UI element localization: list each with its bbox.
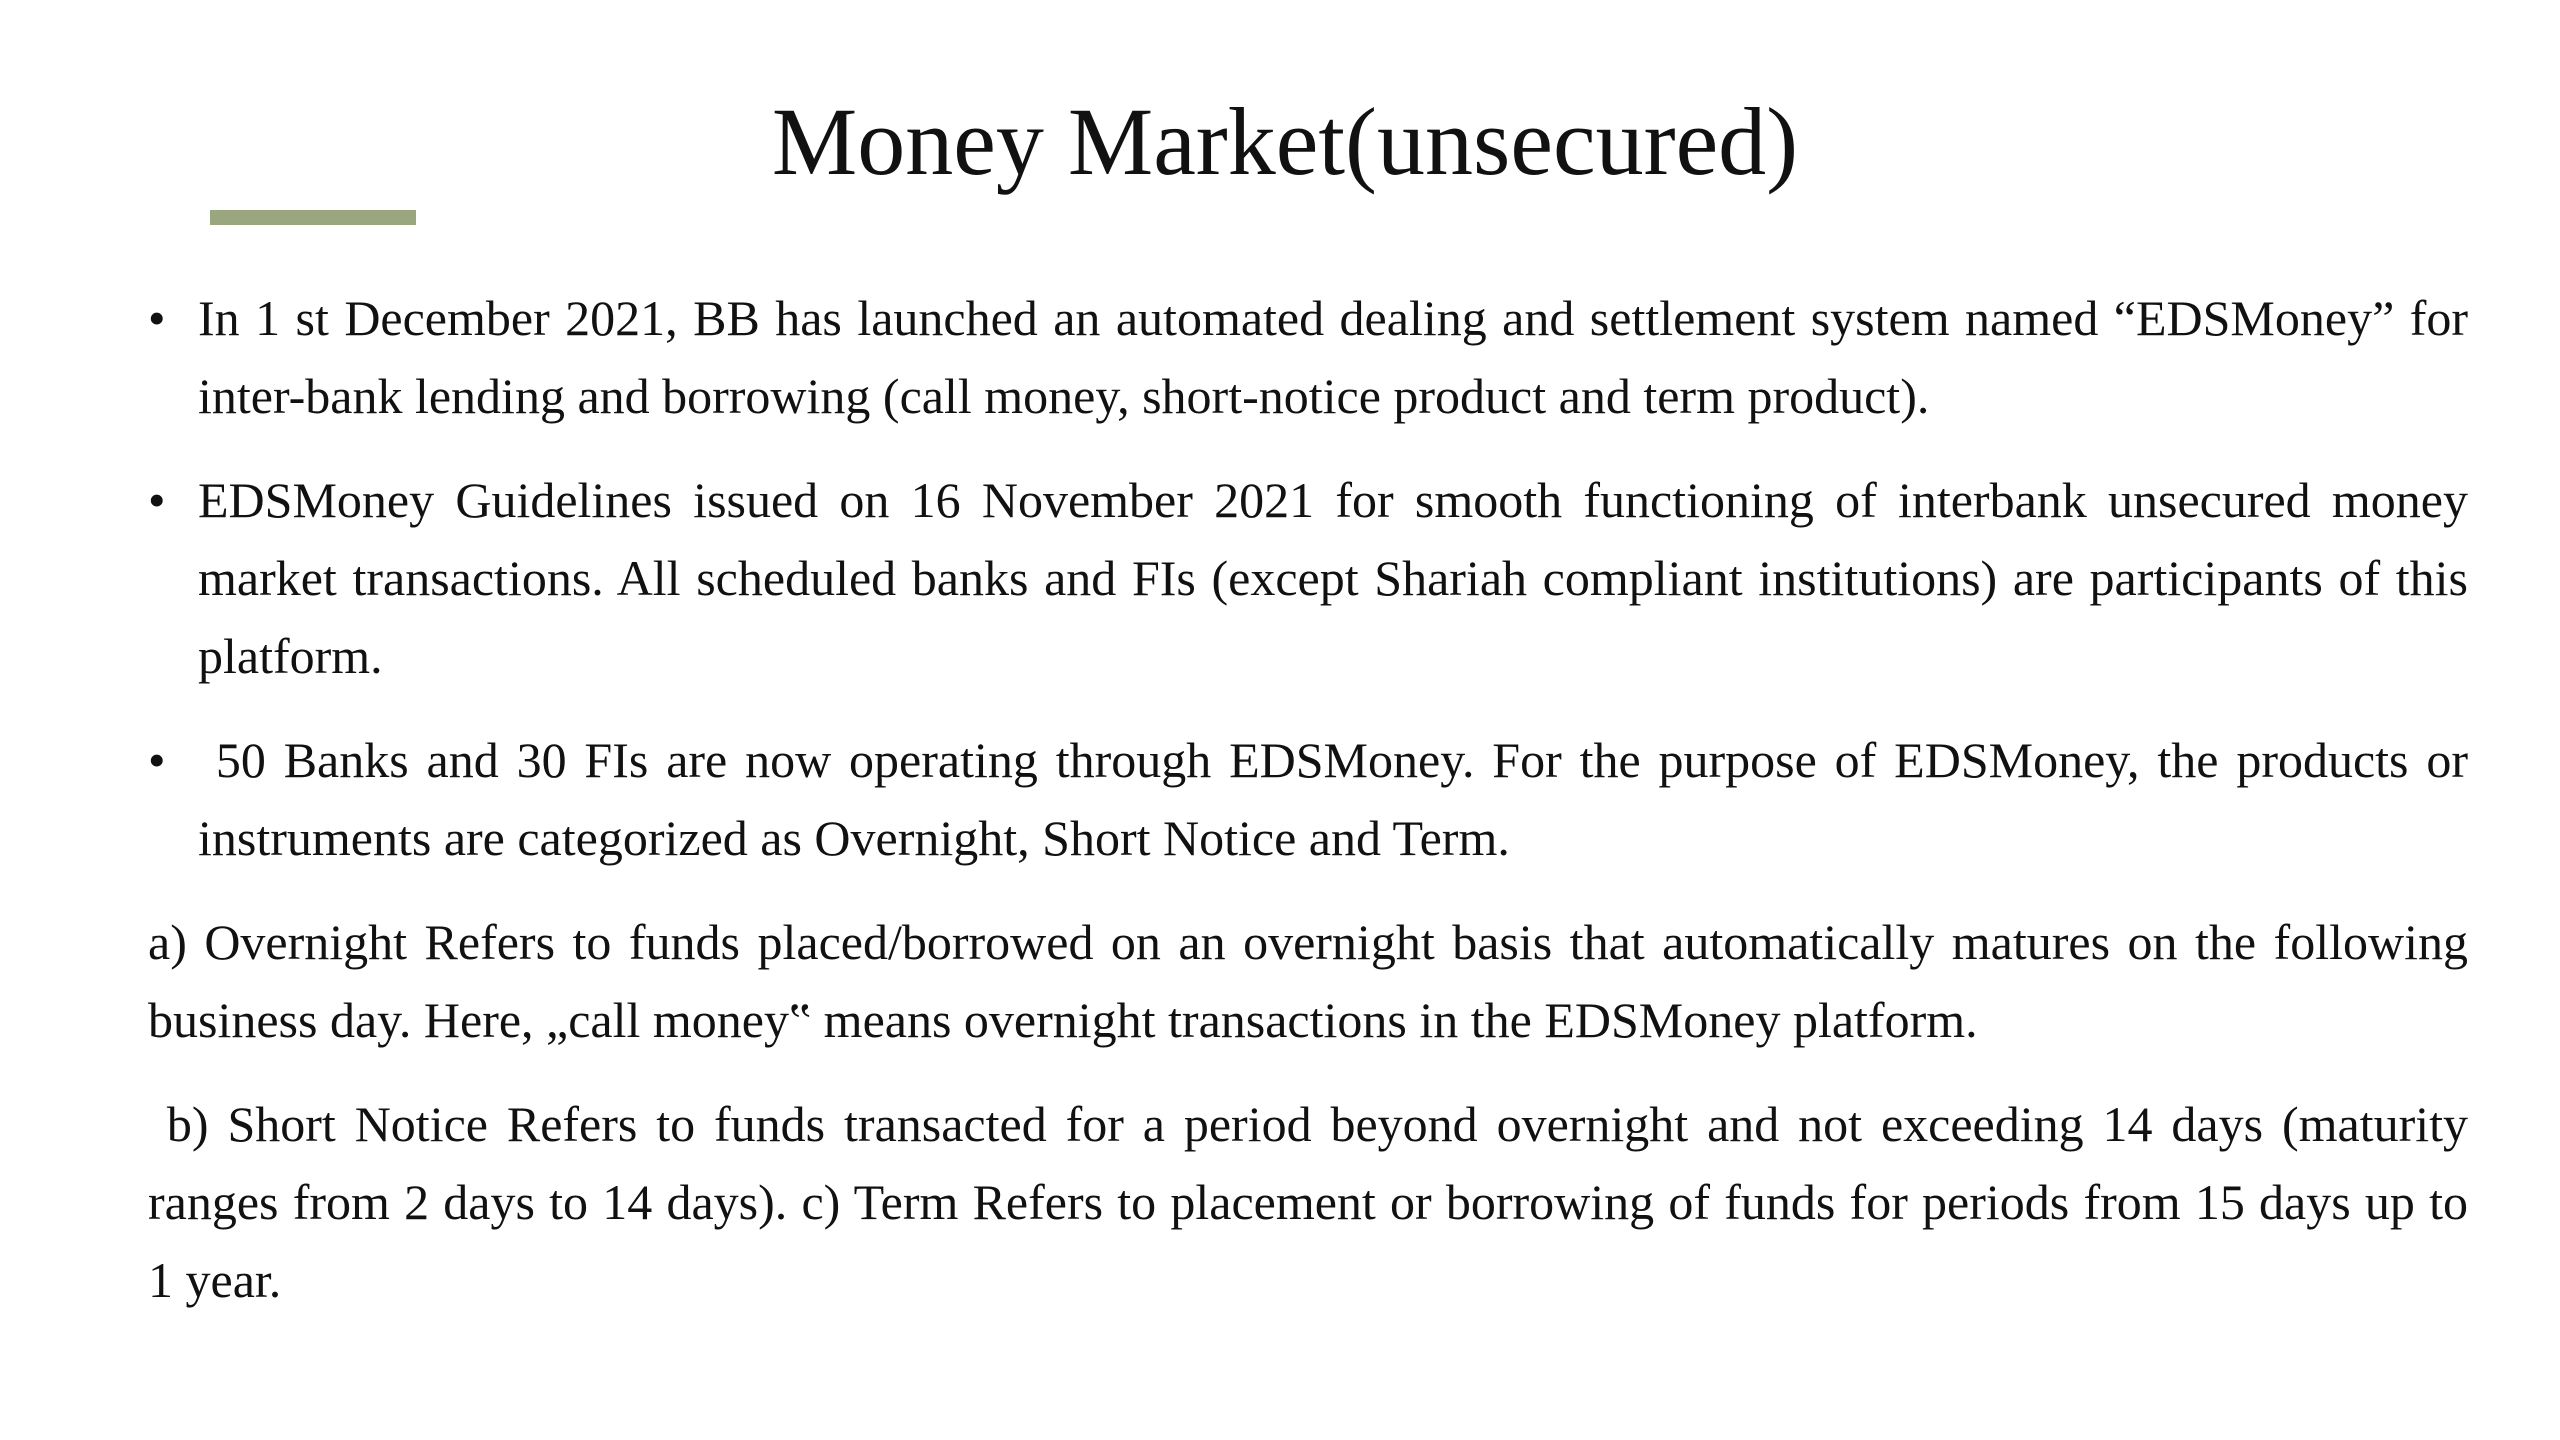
bullet-text: In 1 st December 2021, BB has launched an automated dealing and settlement system named “EDSMoney” for inter-bank lending and borrowing (call money, short-notice product and term product). (198, 290, 2468, 424)
slide-body (148, 279, 2481, 1345)
bullet-item (148, 461, 2468, 695)
slide-title: Money Market(unsecured) (771, 88, 1799, 195)
bullet-text: 50 Banks and 30 FIs are now operating through EDSMoney. For the purpose of EDSMoney, the products or instruments are categorized as Overnight, Short Notice and Term. (198, 732, 2481, 866)
definition-paragraph: b) Short Notice Refers to funds transacted for a period beyond overnight and not exceeding 14 days (maturity ranges from 2 days to 14 days). c) Term Refers to placement or borrowing of funds for periods from 15 days up to 1 year. (148, 1096, 2481, 1308)
bullet-dot-icon: • (148, 732, 166, 788)
bullet-item (148, 279, 2468, 435)
title-accent-bar (210, 210, 416, 225)
bullet-text: EDSMoney Guidelines issued on 16 November 2021 for smooth functioning of interbank unsecured money market transactions. All scheduled banks and FIs (except Shariah compliant institutions) are participants of this platform. (198, 472, 2468, 684)
bullet-dot-icon: • (148, 472, 166, 528)
definition-paragraph: a) Overnight Refers to funds placed/borrowed on an overnight basis that automatically matures on the following business day. Here, „call money‟ means overnight transactions in the EDSMoney platform. (148, 914, 2468, 1048)
bullet-item (148, 721, 2481, 877)
bullet-dot-icon: • (148, 290, 166, 346)
